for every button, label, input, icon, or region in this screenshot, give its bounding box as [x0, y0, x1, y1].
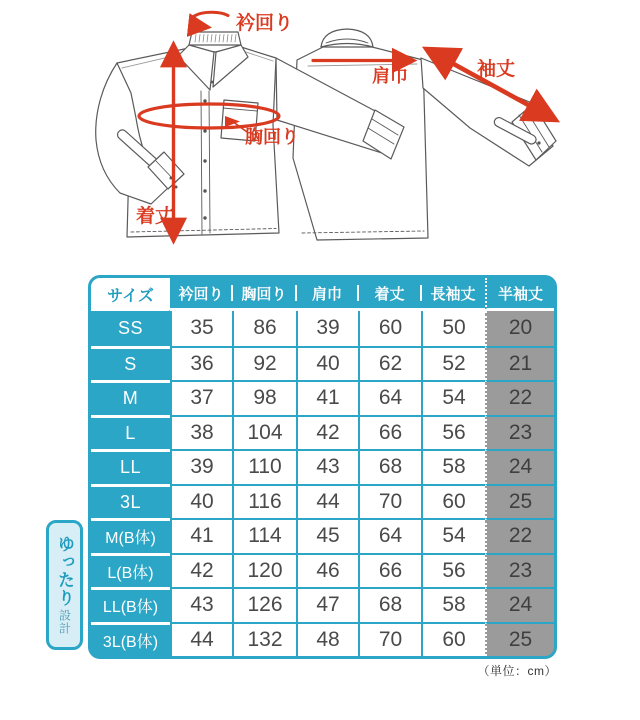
value-cell: 45 — [296, 518, 358, 553]
size-cell: L(B体) — [91, 553, 170, 588]
size-table — [88, 275, 557, 659]
value-cell: 60 — [358, 311, 421, 346]
value-cell: 110 — [232, 449, 296, 484]
shoulder-label: 肩巾 — [372, 66, 408, 86]
value-cell-gray: 22 — [485, 380, 554, 415]
value-cell: 132 — [232, 622, 296, 657]
value-cell-gray: 22 — [485, 518, 554, 553]
value-cell: 66 — [358, 415, 421, 450]
value-cell: 50 — [421, 311, 485, 346]
value-cell-gray: 20 — [485, 311, 554, 346]
value-cell: 114 — [232, 518, 296, 553]
value-cell: 64 — [358, 380, 421, 415]
chest-label: 胸回り — [245, 127, 299, 147]
value-cell: 92 — [232, 346, 296, 381]
value-cell: 68 — [358, 587, 421, 622]
size-cell: 3L(B体) — [91, 622, 170, 657]
value-cell: 38 — [170, 415, 232, 450]
value-cell: 60 — [421, 484, 485, 519]
collar-rotation-arrow — [192, 12, 228, 27]
value-cell: 39 — [296, 311, 358, 346]
value-cell: 116 — [232, 484, 296, 519]
relaxed-fit-badge — [46, 520, 83, 650]
relaxed-fit-label: ゆったり — [55, 535, 74, 607]
header-length: 着丈 — [358, 278, 421, 311]
value-cell: 68 — [358, 449, 421, 484]
value-cell: 36 — [170, 346, 232, 381]
value-cell: 86 — [232, 311, 296, 346]
unit-note: （単位：cm） — [477, 664, 557, 678]
back-collar — [321, 29, 373, 47]
value-cell: 42 — [170, 553, 232, 588]
value-cell-gray: 25 — [485, 484, 554, 519]
value-cell: 46 — [296, 553, 358, 588]
sleeve-length-label: 袖丈 — [477, 59, 516, 80]
value-cell: 47 — [296, 587, 358, 622]
value-cell: 104 — [232, 415, 296, 450]
value-cell: 43 — [296, 449, 358, 484]
relaxed-fit-sublabel: 設計 — [57, 609, 72, 635]
size-cell: L — [91, 415, 170, 450]
value-cell: 41 — [170, 518, 232, 553]
value-cell: 58 — [421, 587, 485, 622]
value-cell-gray: 23 — [485, 415, 554, 450]
size-cell: M(B体) — [91, 518, 170, 553]
value-cell-gray: 21 — [485, 346, 554, 381]
value-cell: 43 — [170, 587, 232, 622]
body-length-label: 着丈 — [136, 206, 175, 227]
value-cell: 56 — [421, 553, 485, 588]
value-cell: 52 — [421, 346, 485, 381]
value-cell: 41 — [296, 380, 358, 415]
value-cell: 64 — [358, 518, 421, 553]
value-cell: 126 — [232, 587, 296, 622]
value-cell: 37 — [170, 380, 232, 415]
value-cell: 62 — [358, 346, 421, 381]
value-cell: 39 — [170, 449, 232, 484]
header-short-sleeve: 半袖丈 — [485, 278, 554, 311]
header-shoulder: 肩巾 — [296, 278, 358, 311]
value-cell: 56 — [421, 415, 485, 450]
size-cell: LL — [91, 449, 170, 484]
collar-band — [189, 32, 241, 45]
value-cell: 66 — [358, 553, 421, 588]
value-cell-gray: 24 — [485, 587, 554, 622]
value-cell: 54 — [421, 518, 485, 553]
collar-label: 衿回り — [236, 13, 294, 34]
value-cell: 54 — [421, 380, 485, 415]
value-cell: 42 — [296, 415, 358, 450]
size-cell: SS — [91, 311, 170, 346]
shirt-measurement-diagram — [0, 0, 640, 272]
value-cell: 40 — [170, 484, 232, 519]
size-cell: M — [91, 380, 170, 415]
value-cell: 70 — [358, 484, 421, 519]
value-cell-gray: 23 — [485, 553, 554, 588]
header-long-sleeve: 長袖丈 — [421, 278, 485, 311]
value-cell: 40 — [296, 346, 358, 381]
value-cell: 48 — [296, 622, 358, 657]
value-cell: 35 — [170, 311, 232, 346]
size-cell: 3L — [91, 484, 170, 519]
value-cell: 70 — [358, 622, 421, 657]
value-cell: 120 — [232, 553, 296, 588]
header-size: サイズ — [91, 278, 170, 311]
value-cell: 60 — [421, 622, 485, 657]
value-cell-gray: 24 — [485, 449, 554, 484]
value-cell: 58 — [421, 449, 485, 484]
value-cell: 44 — [170, 622, 232, 657]
header-chest: 胸回り — [232, 278, 296, 311]
value-cell: 44 — [296, 484, 358, 519]
size-cell: S — [91, 346, 170, 381]
size-cell: LL(B体) — [91, 587, 170, 622]
header-collar: 衿回り — [170, 278, 232, 311]
value-cell: 98 — [232, 380, 296, 415]
value-cell-gray: 25 — [485, 622, 554, 657]
